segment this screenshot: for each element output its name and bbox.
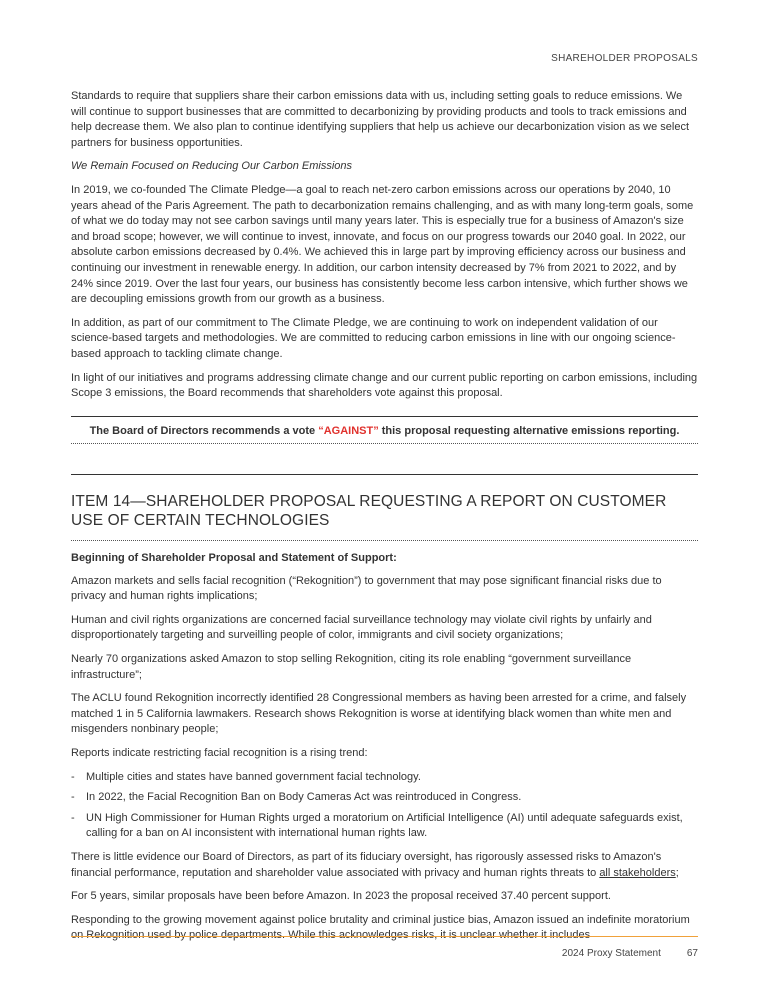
proposal-paragraph: The ACLU found Rekognition incorrectly identified 28 Congressional members as having been arrested for a crime, and falsely matched 1 in 5 California lawmakers. Research shows Rekognition is worse at identifying black women than white men and misgenders nonbinary people; [71,692,687,736]
footer-rule [71,936,698,937]
intro-paragraph: Standards to require that suppliers share their carbon emissions data with us, including setting goals to reduce emissions. We will continue to support businesses that are committed to decarbonizing by providing products and tools to track emissions and help decrease them. We also plan to continue identifying suppliers that help us achieve our decarbonization vision as we select partners for business opportunities. [71,90,689,149]
all-stakeholders-link[interactable]: all stakeholders [599,866,676,879]
dash-marker: - [71,811,75,824]
page [71,0,698,1000]
list-item: - Multiple cities and states have banned government facial technology. [71,770,698,786]
footer [562,948,698,959]
proposal-paragraph: Human and civil rights organizations are concerned facial surveillance technology may violate civil rights by unfairly and disproportionately targeting and surveilling people of color, immigrants and civil society organizations; [71,613,652,642]
dash-marker: - [71,770,75,783]
dotted-divider [71,540,698,541]
list-item: - In 2022, the Facial Recognition Ban on Body Cameras Act was reintroduced in Congress. [71,790,698,806]
paragraph-validation: In addition, as part of our commitment to The Climate Pledge, we are continuing to work on independent validation of our science-based targets and methodologies. We are committed to reducing carbon emissions in line with our ongoing science-based approach to tackling climate change. [71,316,676,360]
against-vote: “AGAINST” [318,424,379,437]
item-14-title: ITEM 14—SHAREHOLDER PROPOSAL REQUESTING A REPORT ON CUSTOMER USE OF CERTAIN TECHNOLOGIES [71,492,667,529]
proposal-paragraph: Amazon markets and sells facial recognition (“Rekognition”) to government that may pose significant financial risks due to privacy and human rights implications; [71,574,662,603]
paragraph-climate-pledge: In 2019, we co-founded The Climate Pledge—a goal to reach net-zero carbon emissions across our operations by 2040, 10 years ahead of the Paris Agreement. The path to decarbonization remains challenging, and as with many long-term goals, some of what we do today may not see carbon savings until many years later. This is especially true for a business of Amazon's size and broad scope; however, we will continue to invest, innovate, and focus on our progress towards our 2040 goal. In 2022, our absolute carbon emissions decreased by 0.4%. We achieved this in large part by improving efficiency across our business and continuing our investment in renewable energy. In addition, our carbon intensity decreased by 7% from 2021 to 2022, and by 24% since 2019. Over the last four years, our business has consistently become less carbon intensive, which further shows we are decoupling emissions growth from our growth as a business. [71,183,694,306]
proposal-paragraph: For 5 years, similar proposals have been before Amazon. In 2023 the proposal received 37.40 percent support. [71,890,611,903]
focus-subheading: We Remain Focused on Reducing Our Carbon Emissions [71,160,353,173]
proposal-subheading: Beginning of Shareholder Proposal and Statement of Support: [71,551,397,564]
section-header: SHAREHOLDER PROPOSALS [551,53,698,64]
recommendation-prefix: The Board of Directors recommends a vote [89,424,319,437]
footer-title: 2024 Proxy Statement [561,948,661,959]
trend-list [71,770,698,842]
stakeholders-paragraph: There is little evidence our Board of Directors, as part of its fiduciary oversight, has rigorously assessed risks to Amazon's financial performance, reputation and shareholder value associated with privacy and human rights threats to all stakeholders; [71,851,679,879]
dash-marker: - [71,791,75,804]
paragraph-board-recommends: In light of our initiatives and programs addressing climate change and our current public reporting on carbon emissions, including Scope 3 emissions, the Board recommends that shareholders vote against this proposal. [71,371,698,400]
proposal-paragraph: Responding to the growing movement against police brutality and criminal justice bias, Amazon issued an indefinite moratorium on Rekognition used by police departments. While this acknowledges risks, it is unclear whether it includes [71,913,690,942]
item-divider [71,474,698,475]
proposal-paragraph: Reports indicate restricting facial recognition is a rising trend: [71,747,368,760]
proposal-paragraph: Nearly 70 organizations asked Amazon to stop selling Rekognition, citing its role enabling “government surveillance infrastructure”; [71,653,632,681]
recommendation-suffix: this proposal requesting alternative emissions reporting. [378,424,680,437]
page-number: 67 [686,948,698,959]
board-recommendation [71,416,698,444]
content [71,89,698,952]
list-item: - UN High Commissioner for Human Rights urged a moratorium on Artificial Intelligence (AI) until adequate safeguards exist, calling for a ban on AI inconsistent with international human rights law. [71,811,683,840]
